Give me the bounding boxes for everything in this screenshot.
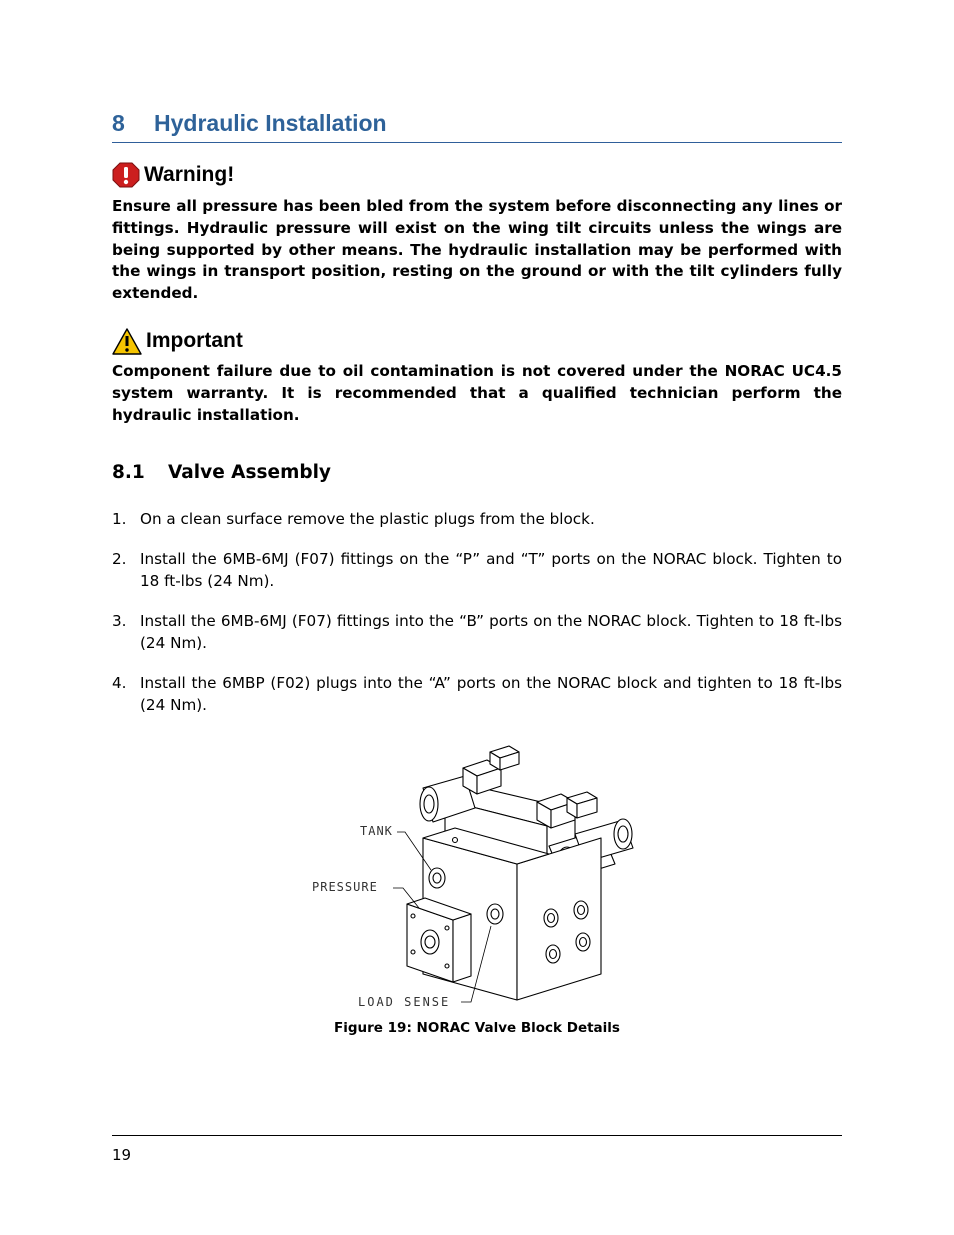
list-item [112, 548, 842, 592]
warning-stop-icon [112, 162, 140, 188]
list-item [112, 610, 842, 654]
step-text: Install the 6MB-6MJ (F07) fittings into the “B” ports on the NORAC block. Tighten to 18 ft-lbs (24 Nm). [140, 612, 842, 652]
footer-divider [112, 1135, 842, 1136]
step-text: On a clean surface remove the plastic plugs from the block. [140, 510, 595, 528]
step-text: Install the 6MBP (F02) plugs into the “A” ports on the NORAC block and tighten to 18 ft-lbs (24 Nm). [140, 674, 842, 714]
section-title: Hydraulic Installation [154, 110, 387, 136]
step-number: 1. [112, 510, 127, 528]
important-text: Component failure due to oil contamination is not covered under the NORAC UC4.5 system warranty. It is recommended that a qualified technician perform the hydraulic installation. [112, 362, 842, 424]
page-number: 19 [112, 1146, 132, 1164]
subsection-heading [112, 462, 331, 483]
step-text: Install the 6MB-6MJ (F07) fittings on the “P” and “T” ports on the NORAC block. Tighten to 18 ft-lbs (24 Nm). [140, 550, 842, 590]
section-number: 8 [112, 110, 125, 136]
figure-caption: Figure 19: NORAC Valve Block Details [334, 1020, 620, 1036]
pressure-label: PRESSURE [312, 880, 378, 894]
warning-label: Warning! [144, 163, 235, 186]
list-item [112, 508, 842, 530]
warning-heading [112, 161, 234, 189]
section-heading [112, 110, 842, 143]
valve-block-drawing [305, 738, 645, 1010]
step-number: 3. [112, 612, 127, 630]
load-sense-label: LOAD SENSE [358, 995, 451, 1009]
step-number: 4. [112, 674, 127, 692]
tank-label: TANK [360, 824, 393, 838]
subsection-title: Valve Assembly [168, 462, 331, 483]
subsection-number: 8.1 [112, 462, 145, 483]
warning-text: Ensure all pressure has been bled from the system before disconnecting any lines or fittings. Hydraulic pressure will exist on the wing tilt circuits unless the wings are being supported by other means. The hydraulic installation may be performed with the wings in transport position, resting on the ground or with the tilt cylinders fully extended. [112, 197, 842, 303]
steps-list [112, 508, 842, 734]
step-number: 2. [112, 550, 127, 568]
important-label: Important [146, 329, 243, 352]
caution-triangle-icon [112, 328, 142, 355]
list-item [112, 672, 842, 716]
important-heading [112, 327, 243, 355]
